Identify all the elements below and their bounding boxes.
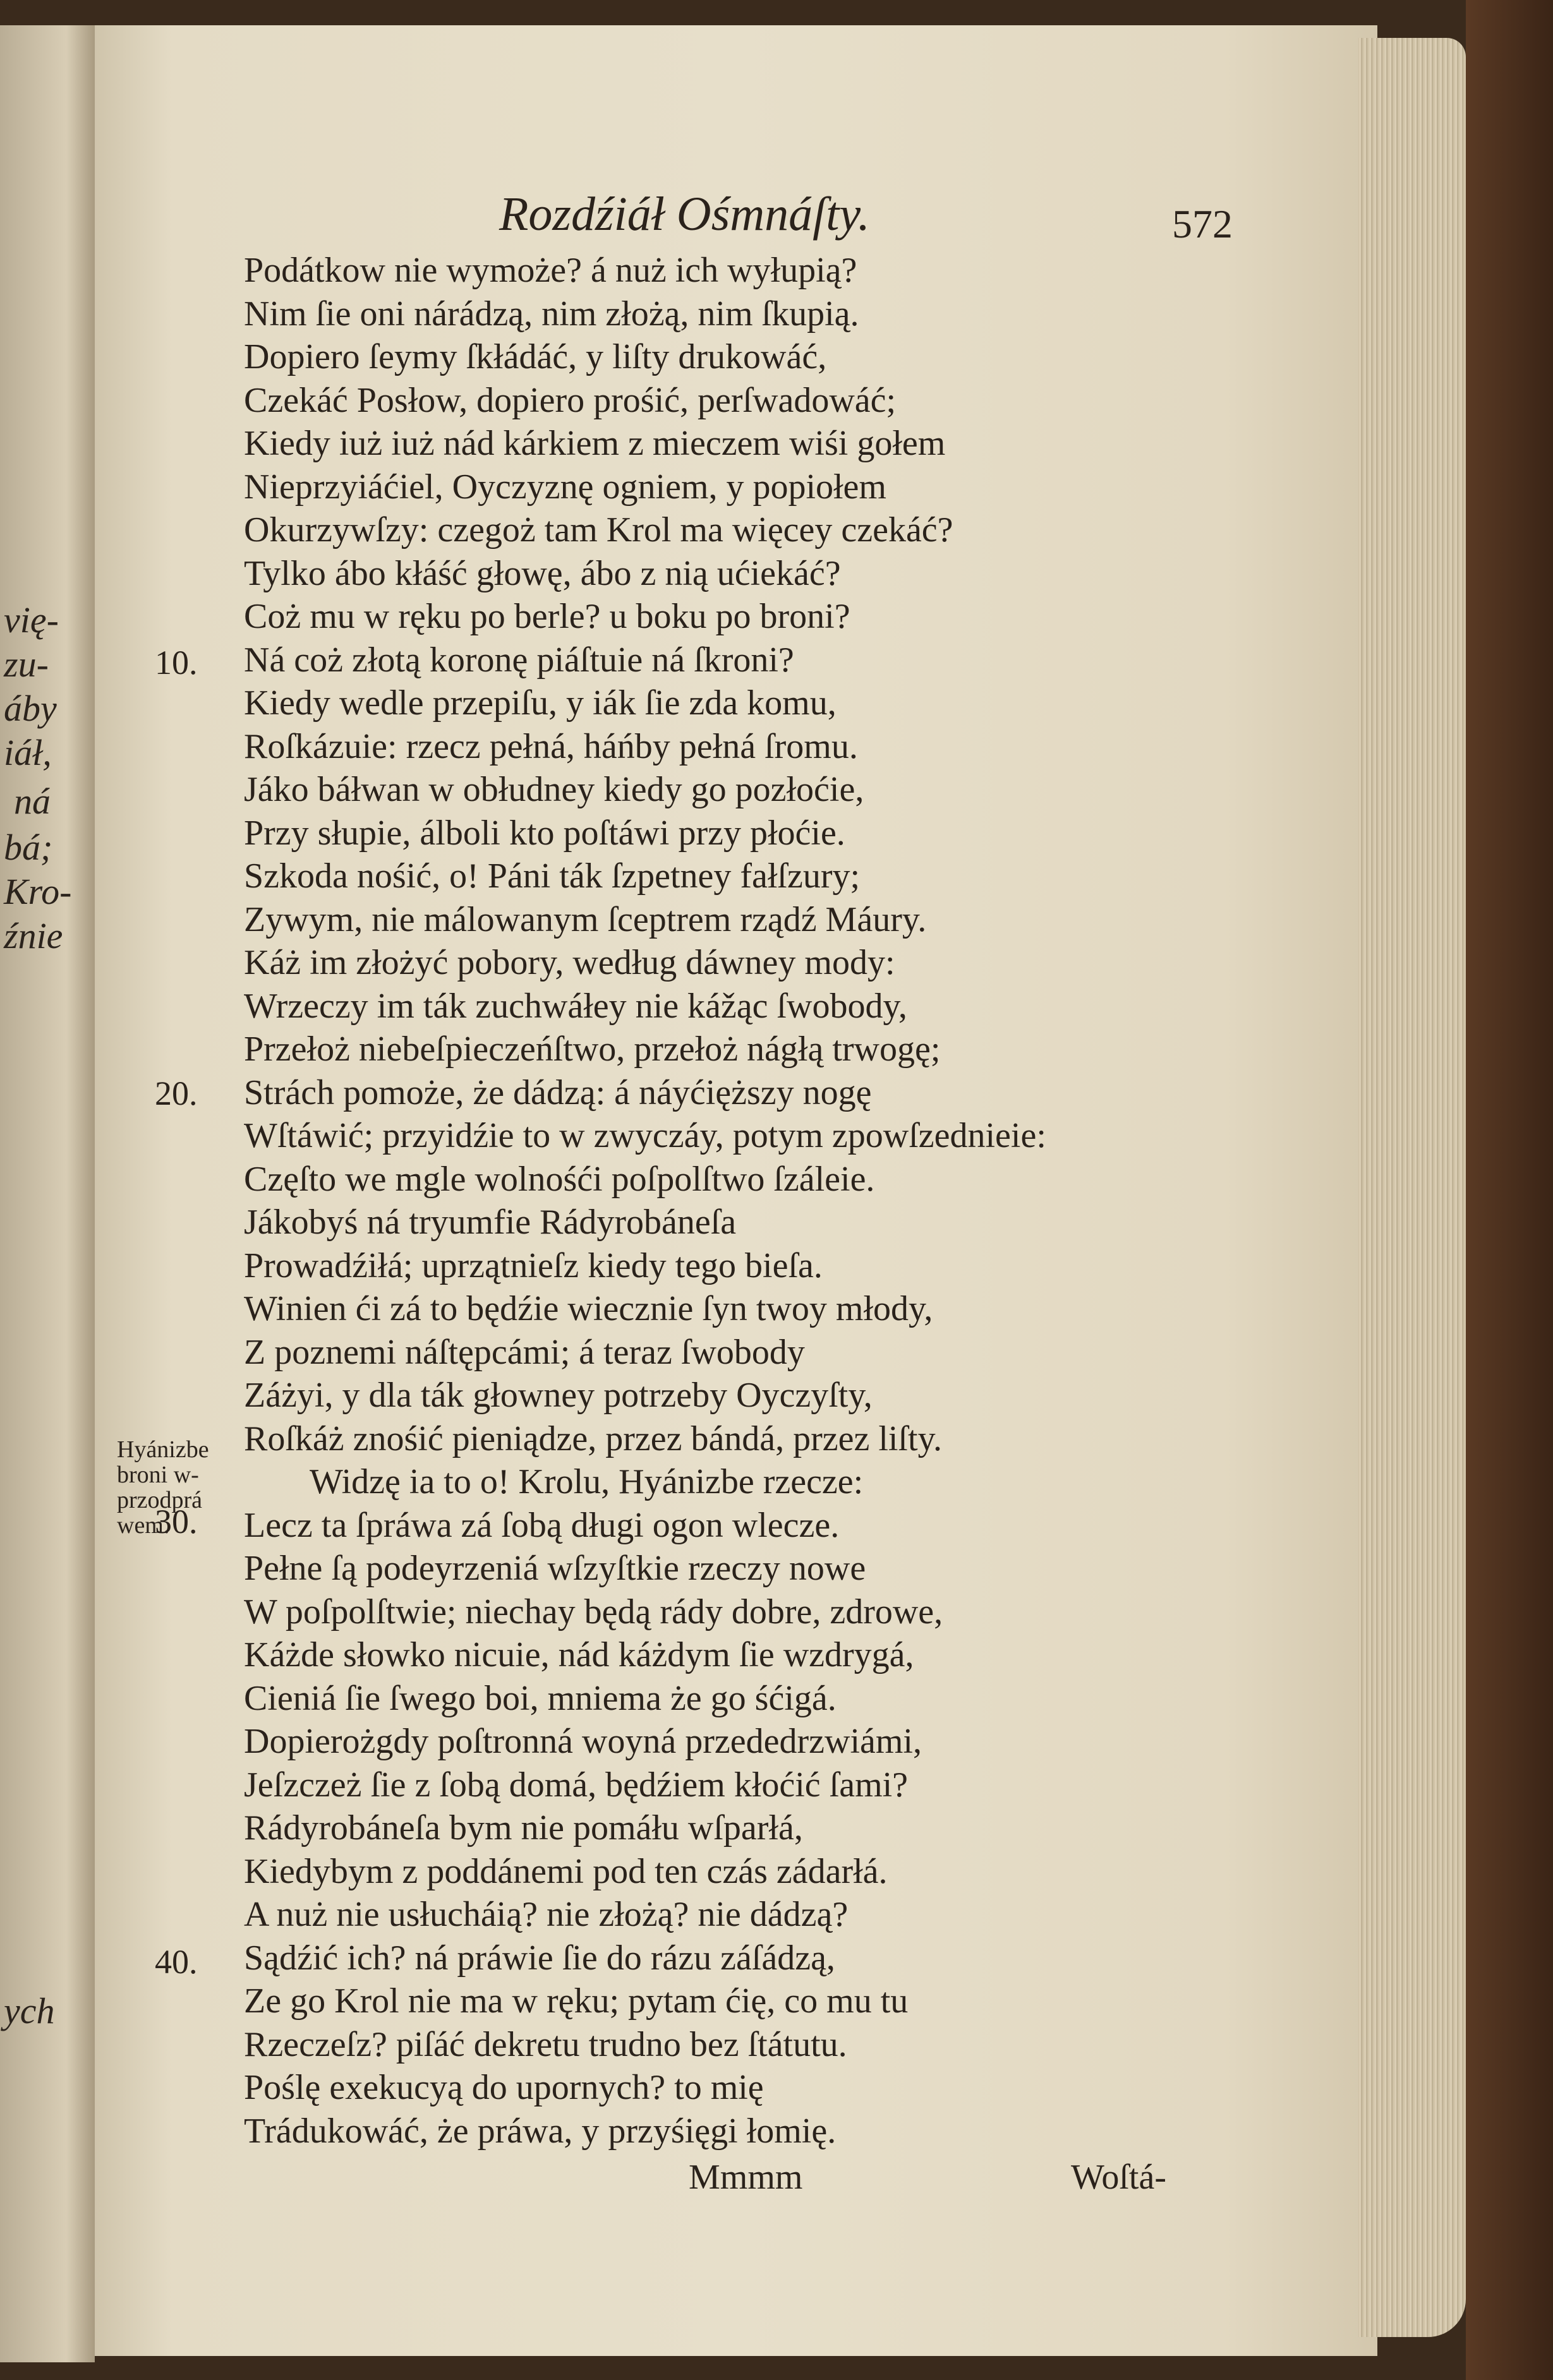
- verse-line: Prowadźiłá; uprzątnieſz kiedy tego bieſa.: [244, 1246, 823, 1285]
- verse-line: Nim ſie oni nárádzą, nim złożą, nim ſkupią.: [244, 294, 859, 334]
- verse-line: Dopiero ſeymy ſkłádáć, y liſty drukowáć,: [244, 337, 827, 376]
- line-number: 20.: [155, 1074, 198, 1112]
- verse-line: Zywym, nie málowanym ſceptrem rządź Máury.: [244, 899, 927, 939]
- catchword: Woſtá-: [1071, 2158, 1166, 2197]
- verse-line: Tylko ábo kłáść głowę, ábo z nią ućiekáć?: [244, 553, 841, 593]
- verse-line: Jáko báłwan w obłudney kiedy go pozłoćie,: [244, 770, 864, 809]
- verse-line: Kiedy wedle przepiſu, y iák ſie zda komu,: [244, 683, 837, 723]
- left-fragment: bá;: [4, 827, 53, 868]
- verse-line: Wſtáwić; przyidźie to w zwyczáy, potym zpowſzednieie:: [244, 1116, 1046, 1155]
- running-head: Rozdźiáł Ośmnáſty.: [499, 188, 870, 241]
- verse-line: Cieniá ſie ſwego boi, mniema że go śćigá.: [244, 1678, 837, 1718]
- page-number: 572: [1172, 201, 1233, 246]
- verse-line: Rádyrobáneſa bym nie pomáłu wſparłá,: [244, 1808, 803, 1848]
- verse-line: Roſkáż znośić pieniądze, przez bándá, przez liſty.: [244, 1419, 942, 1458]
- verse-line: Lecz ta ſpráwa zá ſobą długi ogon wlecze.: [244, 1505, 840, 1545]
- verse-line: Coż mu w ręku po berle? u boku po broni?: [244, 597, 850, 636]
- verse-line: Częſto we mgle wolnośći poſpolſtwo ſzáleie.: [244, 1159, 875, 1199]
- verse-line: Kiedy iuż iuż nád kárkiem z mieczem wiśi gołem: [244, 424, 946, 463]
- verse-line: W poſpolſtwie; niechay będą rády dobre, zdrowe,: [244, 1592, 943, 1632]
- verse-line: Okurzywſzy: czegoż tam Krol ma więcey czekáć?: [244, 510, 953, 550]
- verse-line: Trádukowáć, że práwa, y przyśięgi łomię.: [244, 2111, 837, 2151]
- left-fragment: Kro-: [4, 871, 72, 912]
- verse-line: Záżyi, y dla ták głowney potrzeby Oyczyſty,: [244, 1376, 873, 1415]
- left-fragment: áby: [4, 688, 57, 729]
- line-number: 40.: [155, 1943, 198, 1981]
- verse-line: Widzę ia to o! Krolu, Hyánizbe rzecze:: [310, 1462, 864, 1501]
- book-spine: [1466, 0, 1553, 2380]
- verse-line: Káż im złożyć pobory, według dáwney mody:: [244, 943, 895, 982]
- verse-line: Kiedybym z poddánemi pod ten czás zádarłá.: [244, 1851, 888, 1891]
- verse-line: Nieprzyiáćiel, Oyczyznę ogniem, y popiołem: [244, 467, 886, 507]
- verse-line: Przy słupie, álboli kto poſtáwi przy płoćie.: [244, 813, 845, 853]
- signature-mark: Mmmm: [689, 2158, 803, 2197]
- page-edges: [1358, 38, 1466, 2337]
- verse-line: Ze go Krol nie ma w ręku; pytam ćię, co mu tu: [244, 1981, 909, 2021]
- left-fragment: źnie: [4, 915, 63, 956]
- verse-line: Poślę exekucyą do upornych? to mię: [244, 2068, 764, 2107]
- verse-line: Strách pomoże, że dádzą: á náyćięższy nogę: [244, 1073, 872, 1112]
- verse-line: Sądźić ich? ná práwie ſie do rázu záſádzą,: [244, 1938, 835, 1978]
- verse-line: Wrzeczy im ták zuchwáłey nie kážąc ſwobody,: [244, 986, 907, 1026]
- verse-line: Pełne ſą podeyrzeniá wſzyſtkie rzeczy nowe: [244, 1549, 866, 1588]
- left-fragment: zu-: [4, 644, 49, 685]
- verse-line: Roſkázuie: rzecz pełná, háńby pełná ſromu.: [244, 726, 858, 766]
- left-fragment: vię-: [4, 599, 59, 640]
- verse-line: Rzeczeſz? piſáć dekretu trudno bez ſtátutu.: [244, 2024, 847, 2064]
- left-fragment: ná: [14, 781, 51, 822]
- verse-line: Jeſzczeż ſie z ſobą domá, będźiem kłoćić ſami?: [244, 1765, 909, 1805]
- verse-line: Przełoż niebeſpieczeńſtwo, przełoż nágłą trwogę;: [244, 1030, 941, 1069]
- verse-line: Winien ći zá to będźie wiecznie ſyn twoy młody,: [244, 1289, 933, 1328]
- verse-line: Káżde słowko nicuie, nád káżdym ſie wzdrygá,: [244, 1635, 914, 1674]
- left-fragment: iáł,: [4, 732, 52, 773]
- verse-line: Jákobyś ná tryumfie Rádyrobáneſa: [244, 1203, 737, 1242]
- verse-line: Z poznemi náſtępcámi; á teraz ſwobody: [244, 1332, 805, 1372]
- left-page-edge: [0, 25, 95, 2362]
- marginal-note: Hyánizbe broni w- przodprá wem.: [117, 1436, 209, 1539]
- verse-line: Ná coż złotą koronę piáſtuie ná ſkroni?: [244, 640, 794, 680]
- verse-line: Dopierożgdy poſtronná woyná przededrzwiámi,: [244, 1722, 922, 1761]
- verse-line: Czekáć Posłow, dopiero prośić, perſwadowáć;: [244, 380, 897, 420]
- verse-line: A nuż nie usłucháią? nie złożą? nie dádzą?: [244, 1895, 849, 1934]
- line-number: 10.: [155, 644, 198, 682]
- verse-line: Szkoda nośić, o! Páni ták ſzpetney fałſzury;: [244, 856, 861, 896]
- line-number: 30.: [155, 1503, 198, 1541]
- left-fragment: ych: [4, 1990, 55, 2031]
- verse-line: Podátkow nie wymoże? á nuż ich wyłupią?: [244, 251, 857, 290]
